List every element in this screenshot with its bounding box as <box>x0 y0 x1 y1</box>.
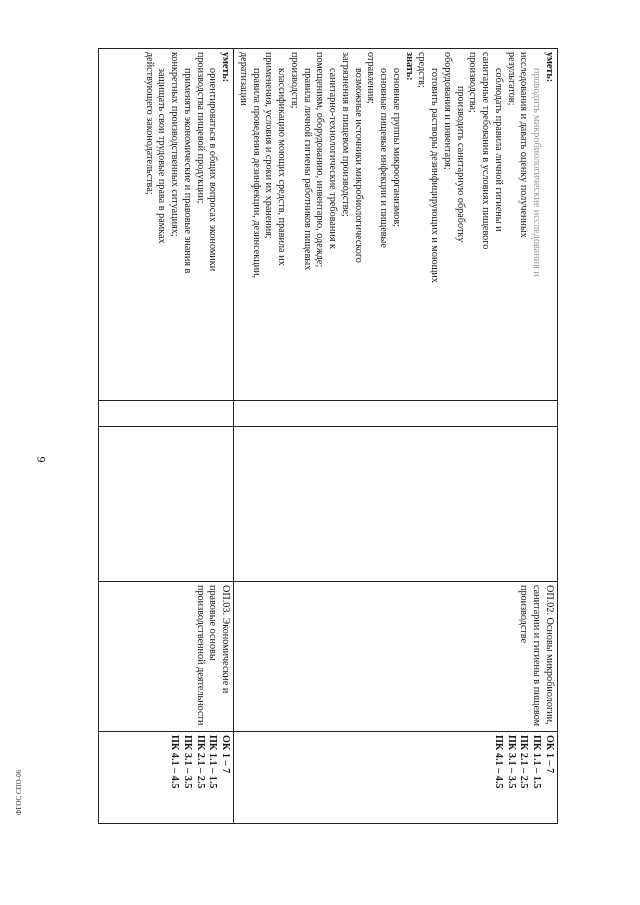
text-line: основные пищевые инфекции и пищевые <box>378 68 390 248</box>
text-line: производства; <box>467 52 479 113</box>
competence-table <box>98 48 558 824</box>
competence-code: ПК 4.1 – 4.5 <box>493 735 504 789</box>
text-line: оборудования и инвентаря; <box>442 52 453 170</box>
text-line: конкретных производственных ситуациях; <box>169 52 181 237</box>
text-line: применять экономические и правовые знания в <box>182 68 193 274</box>
text-line: средств; <box>416 52 428 88</box>
text-line: производств; <box>289 52 300 109</box>
text-line: возможные источники микробиологического <box>352 68 364 263</box>
text-line: дератизации <box>238 52 249 106</box>
empty-cell <box>99 401 234 427</box>
text-line: санитарные требования в условиях пищевого <box>480 52 492 250</box>
competence-code: ОК 1 – 7 <box>544 735 555 774</box>
text-line: основные группы микроорганизмов; <box>391 68 402 228</box>
umet-list-0 <box>415 52 543 397</box>
text-line: правила личной гигиены работников пищевых <box>301 68 313 271</box>
text-line: действующего законодательства; <box>143 52 155 195</box>
text-line: готовить растворы дезинфицирующих и моющих <box>429 68 441 283</box>
text-line: отравления; <box>365 52 377 104</box>
znat-list-0 <box>236 52 402 397</box>
umet-label: уметь: <box>544 52 555 83</box>
text-line: соблюдать правила личной гигиены и <box>493 68 504 232</box>
text-line: применения, условия и сроки их хранения; <box>263 52 275 239</box>
competence-code: ПК 2.1 – 2.5 <box>194 735 206 789</box>
competence-code: ПК 3.1 – 3.5 <box>182 735 193 789</box>
umet-label: уметь: <box>220 52 232 83</box>
page-number: 9 <box>34 456 49 463</box>
table-row <box>234 49 558 824</box>
empty-cell <box>99 427 234 582</box>
competence-code: ПК 1.1 – 1.5 <box>207 735 219 789</box>
text-line: правила проведения дезинфекции, дезинсекции, <box>250 68 262 279</box>
text-line: помещениям, оборудованию, инвентарю, одежде; <box>314 52 326 268</box>
rotated-table-wrapper <box>98 48 558 823</box>
text-line: защищать свои трудовые права в рамках <box>156 68 168 244</box>
competence-code: ОК 1 – 7 <box>220 735 232 774</box>
text-line: ориентироваться в общих вопросах экономики <box>207 68 219 272</box>
text-line: классификацию моющих средств, правила их <box>276 68 288 266</box>
znat-label: знать: <box>403 52 415 81</box>
text-line: исследования и давать оценку полученных <box>518 52 530 238</box>
competences-cell <box>234 732 558 824</box>
table-row <box>99 49 234 824</box>
text-line: проводить микробиологические исследования и <box>531 68 543 277</box>
empty-cell <box>234 401 558 427</box>
umet-list-1 <box>142 52 219 397</box>
text-line: санитарно-технологические требования к <box>327 68 339 249</box>
text-line: производства пищевой продукции; <box>194 52 206 204</box>
skills-knowledge-cell <box>234 49 558 401</box>
text-line: загрязнения в пищевом производстве; <box>340 52 351 217</box>
competence-code: ПК 1.1 – 1.5 <box>531 735 543 789</box>
competence-code: ПК 2.1 – 2.5 <box>518 735 530 789</box>
footer-code: ФГОС СПО-06 <box>15 769 23 815</box>
text-line: результатов; <box>505 52 517 106</box>
discipline-cell: ОП.02. Основы микробиологии, санитарии и гигиены в пищевом производстве <box>234 582 558 732</box>
empty-cell <box>234 427 558 582</box>
text-line: производить санитарную обработку <box>454 86 466 243</box>
discipline-cell: ОП.03. Экономические и правовые основы производственной деятельности <box>99 582 234 732</box>
skills-knowledge-cell <box>99 49 234 401</box>
competence-code: ПК 4.1 – 4.5 <box>169 735 181 789</box>
competence-code: ПК 3.1 – 3.5 <box>505 735 517 789</box>
competences-cell <box>99 732 234 824</box>
